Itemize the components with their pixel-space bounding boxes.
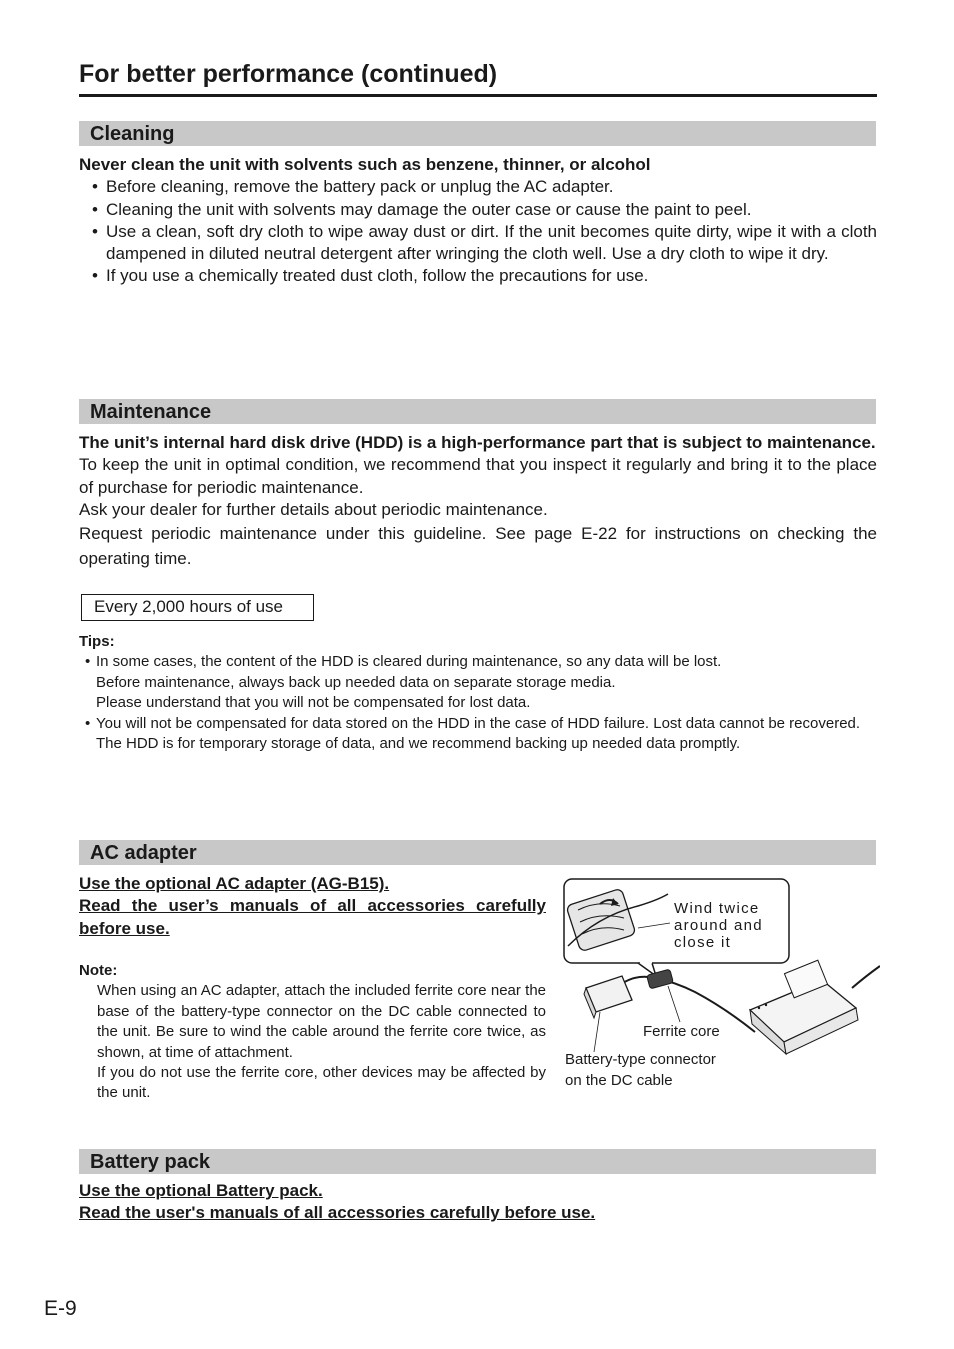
figure-callout-text: Wind twice around and close it	[674, 900, 763, 951]
list-item: • Cleaning the unit with solvents may damage the outer case or cause the paint to peel.	[92, 199, 752, 219]
battery-pack-instructions	[79, 1180, 877, 1225]
ac-adapter-note	[79, 961, 546, 1104]
battery-connector-icon	[584, 976, 632, 1052]
ac-adapter-unit-icon	[750, 960, 880, 1054]
tips-list	[79, 652, 877, 754]
maintenance-tips	[79, 632, 877, 754]
note-label: Note:	[79, 962, 118, 979]
cleaning-body	[79, 154, 877, 288]
section-heading-maintenance: Maintenance	[79, 399, 876, 424]
ac-adapter-ferrite-figure	[560, 876, 880, 1101]
maintenance-paragraph: Request periodic maintenance under this guideline. See page E-22 for instructions on checking the operating time.	[79, 524, 877, 569]
list-item: • In some cases, the content of the HDD is cleared during maintenance, so any data will be lost. Before maintenance, always back up needed data on separate storage media. Please understand that you will not be compensated for lost data.	[85, 653, 722, 712]
maintenance-paragraph: Ask your dealer for further details about periodic maintenance.	[79, 499, 548, 519]
cleaning-bullet-list	[79, 176, 877, 287]
tips-label: Tips:	[79, 633, 115, 650]
maintenance-body	[79, 432, 877, 571]
section-heading-battery-pack: Battery pack	[79, 1149, 876, 1174]
list-item: • Use a clean, soft dry cloth to wipe away dust or dirt. If the unit becomes quite dirty, wipe it with a cloth dampened in diluted neutral detergent after wringing the cloth well. Use a dry cloth to wipe it dry.	[92, 221, 877, 264]
list-item: • If you use a chemically treated dust cloth, follow the precautions for use.	[92, 266, 649, 286]
battery-pack-line: Read the user's manuals of all accessories carefully before use.	[79, 1203, 596, 1223]
section-heading-ac-adapter: AC adapter	[79, 840, 876, 865]
section-heading-cleaning: Cleaning	[79, 121, 876, 146]
page-number: E-9	[44, 1297, 77, 1320]
cleaning-warning: Never clean the unit with solvents such as benzene, thinner, or alcohol	[79, 155, 651, 174]
figure-label-connector-cable: on the DC cable	[565, 1072, 673, 1089]
figure-label-connector: Battery-type connector	[565, 1051, 716, 1068]
battery-pack-line: Use the optional Battery pack.	[79, 1181, 323, 1200]
list-item: • You will not be compensated for data stored on the HDD in the case of HDD failure. Lost data cannot be recovered. The HDD is for temporary storage of data, and we recommend backing up needed data promptly.	[85, 714, 861, 753]
note-paragraph: When using an AC adapter, attach the included ferrite core near the base of the battery-type connector on the DC cable connected to the unit. Be sure to wind the cable around the ferrite core twice, as shown, at time of attachment.	[97, 982, 546, 1061]
ac-adapter-line: Read the user’s manuals of all accessories carefully before use.	[79, 896, 546, 938]
maintenance-paragraph: To keep the unit in optimal condition, we recommend that you inspect it regularly and bring it to the place of purchase for periodic maintenance.	[79, 455, 877, 497]
list-item: • Before cleaning, remove the battery pack or unplug the AC adapter.	[92, 177, 614, 197]
ac-adapter-instructions	[79, 873, 546, 940]
ac-adapter-line: Use the optional AC adapter (AG-B15).	[79, 874, 390, 893]
maintenance-interval-box: Every 2,000 hours of use	[81, 594, 314, 621]
page-title: For better performance (continued)	[79, 58, 877, 97]
figure-label-ferrite-core: Ferrite core	[643, 1023, 720, 1040]
note-paragraph: If you do not use the ferrite core, other devices may be affected by the unit.	[97, 1064, 546, 1102]
maintenance-lead: The unit’s internal hard disk drive (HDD) is a high-performance part that is subject to maintenance.	[79, 433, 876, 452]
